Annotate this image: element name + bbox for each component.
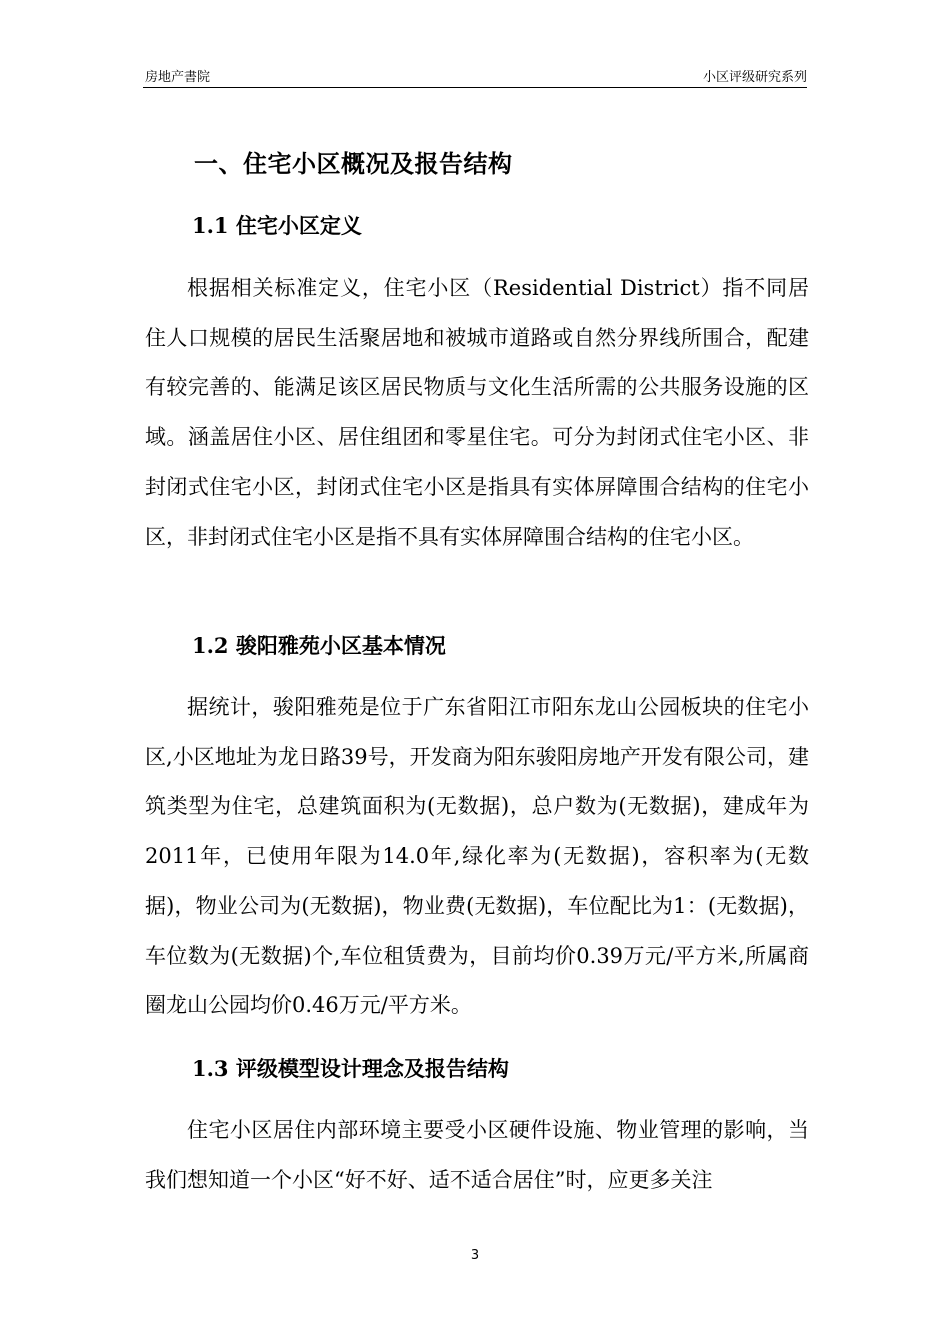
paragraph-1-1: 根据相关标准定义，住宅小区（Residential District）指不同居住人口规模的居民生活聚居地和被城市道路或自然分界线所围合，配建有较完善的、能满足该区居民物质与文化生活所需的公共服务设施的区域。涵盖居住小区、居住组团和零星住宅。可分为封闭式住宅小区、非封闭式住宅小区，封闭式住宅小区是指具有实体屏障围合结构的住宅小区，非封闭式住宅小区是指不具有实体屏障围合结构的住宅小区。 [145,276,809,549]
header-divider [143,87,807,88]
section-title: 一、住宅小区概况及报告结构 [194,149,513,178]
paragraph-1-2: 据统计，骏阳雅苑是位于广东省阳江市阳东龙山公园板块的住宅小区,小区地址为龙日路39号，开发商为阳东骏阳房地产开发有限公司，建筑类型为住宅，总建筑面积为(无数据)，总户数为(无数据)，建成年为2011年，已使用年限为14.0年,绿化率为(无数据)，容积率为(无数据)，物业公司为(无数据)，物业费(无数据)，车位配比为1：(无数据)，车位数为(无数据)个,车位租赁费为，目前均价0.39万元/平方米,所属商圈龙山公园均价0.46万元/平方米。 [145,695,809,1018]
heading-1-3: 1.3 评级模型设计理念及报告结构 [192,1056,509,1081]
paragraph-1-3: 住宅小区居住内部环境主要受小区硬件设施、物业管理的影响，当我们想知道一个小区“好不好、适不适合居住”时，应更多关注 [145,1118,809,1192]
header-brand: 房地产書院 [145,70,211,85]
page-number: 3 [470,1248,480,1263]
heading-1-1: 1.1 住宅小区定义 [192,213,362,238]
heading-1-2: 1.2 骏阳雅苑小区基本情况 [192,633,446,658]
header-series-title: 小区评级研究系列 [702,70,807,85]
